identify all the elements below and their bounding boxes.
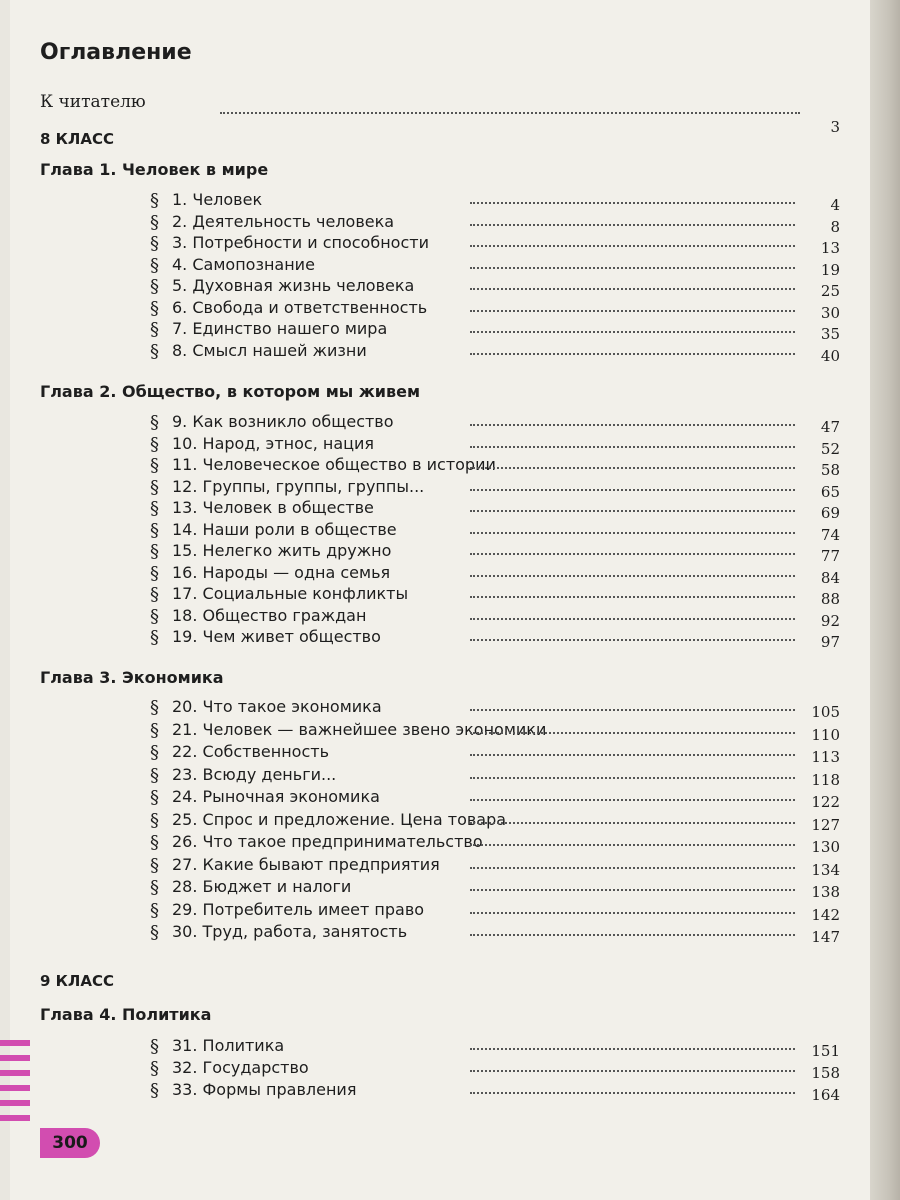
leader-dots xyxy=(220,112,800,114)
leader-dots xyxy=(470,424,795,426)
page-number: 300 xyxy=(40,1128,100,1158)
toc-entry xyxy=(150,341,840,363)
leader-dots xyxy=(470,732,795,734)
leader-dots xyxy=(470,639,795,641)
section-sign: § xyxy=(150,254,159,276)
entry-page: 164 xyxy=(811,1086,840,1104)
entry-page: 30 xyxy=(820,303,840,322)
section-sign: § xyxy=(150,719,159,741)
entry-page: 65 xyxy=(820,482,840,501)
toc-entry xyxy=(150,787,840,809)
entry-page: 58 xyxy=(820,461,840,479)
leader-dots xyxy=(470,934,795,936)
toc-entry xyxy=(150,832,840,854)
leader-dots xyxy=(470,267,795,269)
entry-page: 13 xyxy=(820,239,840,257)
entry-page: 138 xyxy=(811,883,840,901)
entry-title: 1. Человек xyxy=(172,190,263,209)
entry-page: 35 xyxy=(820,325,840,343)
entry-page: 4 xyxy=(830,196,840,214)
toc-entry xyxy=(150,922,840,944)
entry-title: 5. Духовная жизнь человека xyxy=(172,276,415,295)
entry-page: 127 xyxy=(811,815,840,834)
entry-title: 30. Труд, работа, занятость xyxy=(172,922,408,941)
entry-page: 47 xyxy=(820,418,840,436)
entry-page: 122 xyxy=(811,793,840,811)
section-sign: § xyxy=(150,297,159,319)
class-label-9: 9 КЛАСС xyxy=(40,972,115,990)
book-page xyxy=(10,0,870,1200)
entry-page: 52 xyxy=(820,439,840,458)
toc-entry xyxy=(150,627,840,649)
entry-title: 18. Общество граждан xyxy=(172,605,367,625)
entry-page: 77 xyxy=(820,547,840,565)
page-title: Оглавление xyxy=(40,40,192,65)
entry-page: 158 xyxy=(811,1064,840,1082)
section-sign: § xyxy=(150,605,159,627)
entry-page: 105 xyxy=(811,703,840,721)
section-sign: § xyxy=(150,433,159,455)
toc-entry xyxy=(150,855,840,877)
section-sign: § xyxy=(150,877,159,898)
entry-page: 151 xyxy=(811,1042,840,1060)
section-sign: § xyxy=(150,899,159,921)
entry-page: 88 xyxy=(820,590,840,608)
leader-dots xyxy=(470,754,795,756)
section-sign: § xyxy=(150,233,159,254)
leader-dots xyxy=(470,288,795,290)
section-sign: § xyxy=(150,476,159,498)
chapter-title: Глава 3. Экономика xyxy=(40,668,224,687)
toc-entry-reader xyxy=(40,92,840,136)
edge-tab-marks xyxy=(0,1040,30,1130)
entry-title: 15. Нелегко жить дружно xyxy=(172,541,392,560)
entry-title: 17. Социальные конфликты xyxy=(172,584,409,603)
leader-dots xyxy=(470,245,795,247)
entry-title: 19. Чем живет общество xyxy=(172,627,381,646)
section-sign: § xyxy=(150,541,159,562)
toc-entry xyxy=(150,255,840,277)
entry-page: 74 xyxy=(820,525,840,544)
chapter-title: Глава 4. Политика xyxy=(40,1005,212,1024)
entry-page: 142 xyxy=(811,905,840,924)
entry-page: 40 xyxy=(820,346,840,365)
entry-title: 11. Человеческое общество в истории xyxy=(172,455,496,474)
leader-dots xyxy=(470,489,795,491)
leader-dots xyxy=(470,575,795,577)
leader-dots xyxy=(470,777,795,779)
leader-dots xyxy=(470,844,795,846)
toc-entry xyxy=(150,477,840,499)
section-sign: § xyxy=(150,809,159,831)
toc-entry xyxy=(150,720,840,742)
entry-page: 147 xyxy=(811,928,840,946)
section-sign: § xyxy=(150,697,159,718)
leader-dots xyxy=(470,799,795,801)
section-sign: § xyxy=(150,276,159,297)
leader-dots xyxy=(470,202,795,204)
entry-page: 92 xyxy=(820,611,840,630)
section-sign: § xyxy=(150,340,159,362)
entry-title: 21. Человек — важнейшее звено экономики xyxy=(172,719,547,739)
section-sign: § xyxy=(150,787,159,808)
toc-entry xyxy=(150,563,840,585)
section-sign: § xyxy=(150,190,159,211)
entry-title: 6. Свобода и ответственность xyxy=(172,297,428,317)
leader-dots xyxy=(470,532,795,534)
leader-dots xyxy=(470,822,795,824)
entry-title: 10. Народ, этнос, нация xyxy=(172,433,375,453)
entry-title: 16. Народы — одна семья xyxy=(172,562,391,582)
entry-title: 13. Человек в обществе xyxy=(172,498,374,517)
section-sign: § xyxy=(150,455,159,476)
section-sign: § xyxy=(150,498,159,519)
toc-entry xyxy=(150,606,840,628)
toc-entry xyxy=(150,697,840,719)
toc-entry xyxy=(150,190,840,212)
section-sign: § xyxy=(150,922,159,943)
toc-entry xyxy=(150,434,840,456)
toc-entry xyxy=(150,900,840,922)
entry-page: 25 xyxy=(820,282,840,300)
entry-page: 110 xyxy=(811,725,840,744)
toc-entry xyxy=(150,276,840,298)
toc-entry xyxy=(150,1036,840,1058)
entry-title: 20. Что такое экономика xyxy=(172,697,382,716)
entry-title: 27. Какие бывают предприятия xyxy=(172,854,440,874)
entry-page: 118 xyxy=(811,770,840,789)
leader-dots xyxy=(470,1048,795,1050)
section-sign: § xyxy=(150,854,159,876)
leader-dots xyxy=(470,1070,795,1072)
leader-dots xyxy=(470,912,795,914)
leader-dots xyxy=(470,446,795,448)
section-sign: § xyxy=(150,627,159,648)
entry-title: 26. Что такое предпринимательство xyxy=(172,832,483,851)
toc-entry xyxy=(150,298,840,320)
leader-dots xyxy=(470,310,795,312)
toc-entry xyxy=(150,765,840,787)
entry-page: 69 xyxy=(820,504,840,522)
entry-title: К читателю xyxy=(40,92,146,112)
section-sign: § xyxy=(150,584,159,605)
entry-title: 25. Спрос и предложение. Цена товара xyxy=(172,809,507,829)
entry-page: 19 xyxy=(820,260,840,279)
section-sign: § xyxy=(150,319,159,340)
entry-title: 33. Формы правления xyxy=(172,1080,357,1099)
toc-entry xyxy=(150,584,840,606)
leader-dots xyxy=(470,596,795,598)
entry-title: 4. Самопознание xyxy=(172,254,315,274)
chapter-title: Глава 1. Человек в мире xyxy=(40,160,269,179)
leader-dots xyxy=(470,353,795,355)
leader-dots xyxy=(470,618,795,620)
section-sign: § xyxy=(150,742,159,763)
entry-title: 2. Деятельность человека xyxy=(172,211,395,231)
toc-entry xyxy=(150,412,840,434)
toc-entry xyxy=(150,742,840,764)
entry-page: 84 xyxy=(820,568,840,587)
leader-dots xyxy=(470,331,795,333)
entry-title: 28. Бюджет и налоги xyxy=(172,877,352,896)
entry-title: 24. Рыночная экономика xyxy=(172,787,380,806)
leader-dots xyxy=(470,510,795,512)
toc-entry xyxy=(150,455,840,477)
toc-entry xyxy=(150,1080,840,1102)
section-sign: § xyxy=(150,764,159,786)
entry-title: 8. Смысл нашей жизни xyxy=(172,340,367,360)
entry-page: 3 xyxy=(830,118,840,136)
entry-title: 31. Политика xyxy=(172,1036,285,1055)
section-sign: § xyxy=(150,1058,159,1079)
entry-title: 32. Государство xyxy=(172,1058,309,1077)
leader-dots xyxy=(470,867,795,869)
toc-entry xyxy=(150,498,840,520)
toc-entry xyxy=(150,1058,840,1080)
section-sign: § xyxy=(150,562,159,584)
toc-entry xyxy=(150,810,840,832)
entry-page: 134 xyxy=(811,860,840,879)
entry-title: 9. Как возникло общество xyxy=(172,412,394,431)
entry-page: 8 xyxy=(830,217,840,236)
section-sign: § xyxy=(150,1036,159,1057)
leader-dots xyxy=(470,224,795,226)
entry-title: 14. Наши роли в обществе xyxy=(172,519,397,539)
toc-entry xyxy=(150,212,840,234)
leader-dots xyxy=(470,889,795,891)
leader-dots xyxy=(470,467,795,469)
class-label-8: 8 КЛАСС xyxy=(40,130,115,148)
section-sign: § xyxy=(150,1080,159,1101)
toc-entry xyxy=(150,233,840,255)
toc-entry xyxy=(150,877,840,899)
toc-entry xyxy=(150,520,840,542)
section-sign: § xyxy=(150,412,159,433)
book-edge xyxy=(870,0,900,1200)
entry-title: 29. Потребитель имеет право xyxy=(172,899,425,919)
entry-title: 22. Собственность xyxy=(172,742,330,761)
toc-entry xyxy=(150,541,840,563)
chapter-title: Глава 2. Общество, в котором мы живем xyxy=(40,382,421,401)
leader-dots xyxy=(470,1092,795,1094)
section-sign: § xyxy=(150,211,159,233)
entry-title: 7. Единство нашего мира xyxy=(172,319,388,338)
leader-dots xyxy=(470,553,795,555)
entry-page: 130 xyxy=(811,838,840,856)
entry-title: 12. Группы, группы, группы... xyxy=(172,476,425,496)
entry-page: 113 xyxy=(811,748,840,766)
leader-dots xyxy=(470,709,795,711)
entry-title: 3. Потребности и способности xyxy=(172,233,429,252)
entry-title: 23. Всюду деньги... xyxy=(172,764,337,784)
toc-entry xyxy=(150,319,840,341)
section-sign: § xyxy=(150,832,159,853)
entry-page: 97 xyxy=(820,633,840,651)
section-sign: § xyxy=(150,519,159,541)
